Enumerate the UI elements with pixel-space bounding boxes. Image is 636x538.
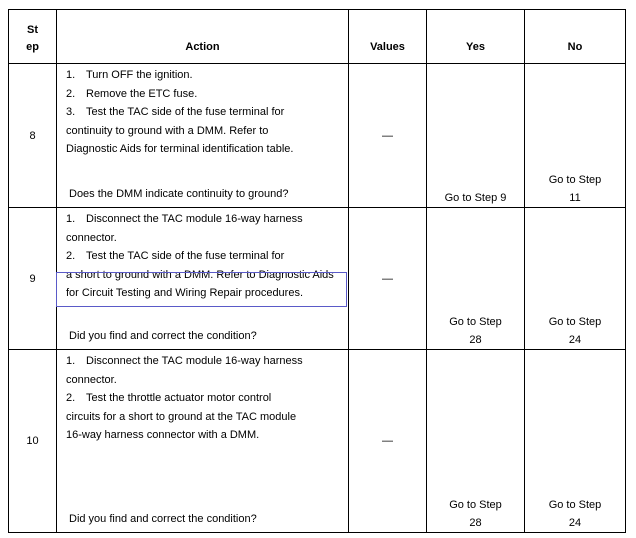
- action-number: 2.: [66, 392, 76, 404]
- action-text: Turn OFF the ignition.: [86, 69, 193, 81]
- action-line: [57, 140, 348, 159]
- action-text: Remove the ETC fuse.: [86, 87, 198, 100]
- action-text: for Circuit Testing and Wiring Repair procedures.: [66, 287, 304, 299]
- values-dash: —: [382, 435, 393, 447]
- no-cell: [525, 350, 626, 533]
- no-goto-label: Go to Step: [548, 499, 602, 511]
- action-number: 3.: [66, 106, 76, 118]
- action-text: Test the throttle actuator motor control: [86, 392, 272, 404]
- values-cell: [349, 208, 427, 350]
- table-header-row: [9, 10, 626, 64]
- action-text: continuity to ground with a DMM. Refer to: [66, 124, 269, 137]
- no-goto-step: 24: [568, 334, 582, 346]
- action-cell: [57, 350, 349, 533]
- no-goto-label: Go to Step: [548, 174, 602, 186]
- action-number: 2.: [66, 250, 76, 262]
- action-number: 2.: [66, 87, 76, 100]
- action-text: Test the TAC side of the fuse terminal for: [86, 250, 285, 262]
- action-number: 1.: [66, 69, 76, 81]
- header-step: [9, 10, 57, 64]
- action-text: connector.: [66, 373, 117, 386]
- header-action: Action: [57, 10, 349, 64]
- no-cell: [525, 64, 626, 208]
- table-row-step-8: [9, 64, 626, 208]
- values-cell: [349, 64, 427, 208]
- action-line: [57, 103, 348, 122]
- action-question: Does the DMM indicate continuity to ground?: [69, 188, 289, 200]
- action-text: Diagnostic Aids for terminal identification table.: [66, 143, 294, 155]
- action-list: [57, 208, 348, 303]
- action-line: [57, 426, 348, 445]
- step-number: 10: [9, 350, 57, 533]
- action-line: [57, 247, 348, 266]
- yes-cell: [427, 64, 525, 208]
- table-row-step-9: [9, 208, 626, 350]
- action-text: circuits for a short to ground at the TAC module: [66, 410, 297, 423]
- diagnostic-steps-table: [8, 9, 626, 533]
- header-step-line-2: ep: [26, 41, 39, 53]
- action-text: Disconnect the TAC module 16-way harness: [86, 213, 303, 225]
- values-dash: —: [382, 272, 393, 285]
- action-line: [57, 389, 348, 408]
- table-row-step-10: [9, 350, 626, 533]
- yes-cell: [427, 350, 525, 533]
- values-cell: [349, 350, 427, 533]
- action-text: Test the TAC side of the fuse terminal for: [86, 106, 285, 118]
- action-text: 16-way harness connector with a DMM.: [66, 429, 260, 441]
- step-number: 9: [9, 208, 57, 350]
- header-values: Values: [349, 10, 427, 64]
- action-number: 1.: [66, 355, 76, 367]
- action-text: Disconnect the TAC module 16-way harness: [86, 355, 303, 367]
- action-line: [57, 284, 348, 303]
- action-line: [57, 229, 348, 248]
- no-goto-step: 11: [569, 192, 581, 204]
- no-goto-label: Go to Step: [548, 316, 602, 328]
- no-cell: [525, 208, 626, 350]
- action-list: [57, 350, 348, 445]
- action-line: [57, 266, 348, 285]
- yes-goto-step: 28: [469, 517, 482, 529]
- action-question: Did you find and correct the condition?: [69, 513, 257, 525]
- action-line: [57, 210, 348, 229]
- action-text: connector.: [66, 231, 117, 244]
- action-line: [57, 408, 348, 427]
- step-number: 8: [9, 64, 57, 208]
- yes-goto-label: Go to Step: [449, 316, 502, 328]
- action-question: Did you find and correct the condition?: [69, 330, 257, 342]
- action-line: [57, 352, 348, 371]
- action-line: [57, 122, 348, 141]
- values-dash: —: [382, 129, 393, 142]
- action-line: [57, 66, 348, 85]
- action-line: [57, 85, 348, 104]
- yes-goto-label: Go to Step: [449, 499, 502, 511]
- header-yes: Yes: [427, 10, 525, 64]
- header-no: No: [525, 10, 626, 64]
- action-cell: [57, 64, 349, 208]
- yes-goto-step: 28: [469, 334, 482, 346]
- action-line: [57, 371, 348, 390]
- action-text: a short to ground with a DMM. Refer to Diagnostic Aids: [66, 268, 334, 281]
- action-number: 1.: [66, 213, 76, 225]
- yes-goto-label: Go to Step 9: [444, 192, 507, 204]
- action-cell: [57, 208, 349, 350]
- header-step-line-1: St: [27, 24, 38, 36]
- no-goto-step: 24: [568, 517, 582, 529]
- action-list: [57, 64, 348, 159]
- yes-cell: [427, 208, 525, 350]
